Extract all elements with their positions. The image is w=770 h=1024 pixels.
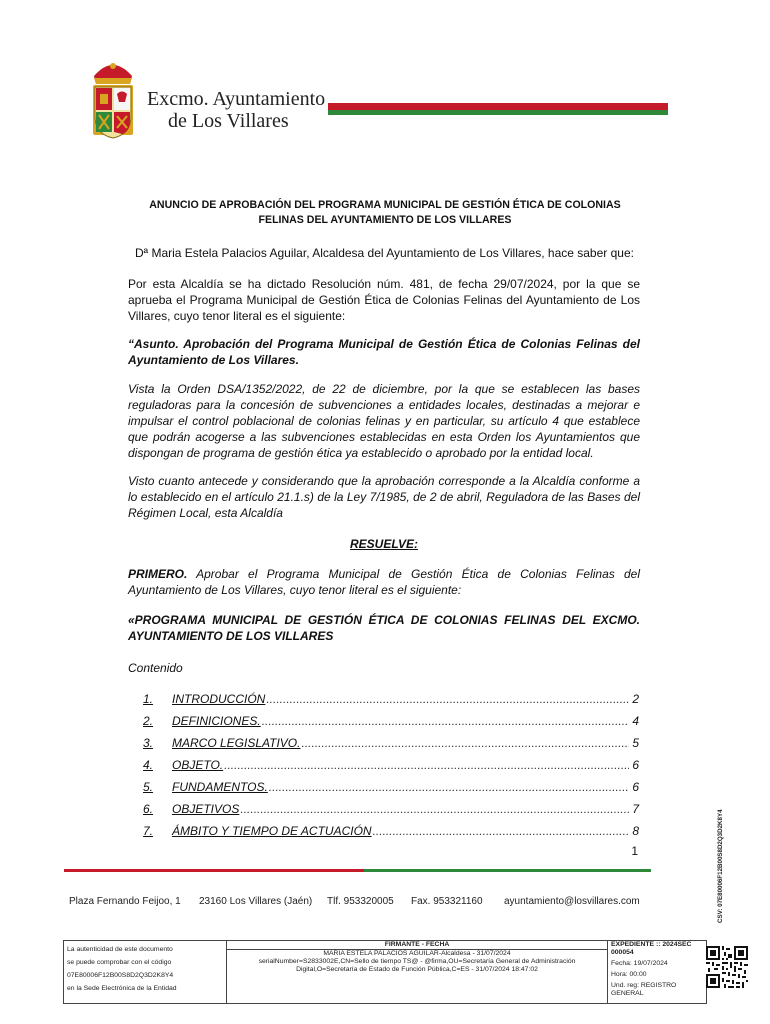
authenticity-panel xyxy=(64,941,227,1003)
programa-title: «PROGRAMA MUNICIPAL DE GESTIÓN ÉTICA DE COLONIAS FELINAS DEL EXCMO. AYUNTAMIENTO DE LOS VILLARES xyxy=(128,613,640,643)
footer-red-line xyxy=(64,869,364,872)
signer-panel xyxy=(227,941,608,1003)
footer-email[interactable]: ayuntamiento@losvillares.com xyxy=(504,896,640,907)
toc-leader xyxy=(373,824,629,838)
expediente-panel xyxy=(608,941,706,1003)
toc-title: OBJETIVOS xyxy=(172,802,240,816)
toc-page: 4 xyxy=(632,714,639,728)
toc-page: 8 xyxy=(632,824,639,838)
toc-page: 6 xyxy=(632,780,639,794)
toc-leader xyxy=(266,692,629,706)
asunto-paragraph: “Asunto. Aprobación del Programa Municipal de Gestión Ética de Colonias Felinas del Ayuntamiento de Los Villares. xyxy=(128,337,640,367)
auth-code: 07E80006F12B00S8D2Q3D2K8Y4 xyxy=(67,972,174,979)
toc-entry[interactable] xyxy=(143,714,639,730)
qr-code-icon[interactable] xyxy=(706,946,748,988)
registry-unit-cont: GENERAL xyxy=(611,990,644,997)
toc-page: 7 xyxy=(632,802,639,816)
auth-line4: en la Sede Electrónica de la Entidad xyxy=(67,985,177,992)
coat-of-arms-icon xyxy=(86,58,140,142)
toc-number: 4. xyxy=(143,758,154,772)
primero-text: Aprobar el Programa Municipal de Gestión Ética de Colonias Felinas del Ayuntamiento de Los Villares, cuyo tenor literal es el siguiente: xyxy=(128,567,640,597)
toc-entry[interactable] xyxy=(143,780,639,796)
resolution-paragraph: Por esta Alcaldía se ha dictado Resolución núm. 481, de fecha 29/07/2024, por la que se aprueba el Programa Municipal de Gestión Ética de Colonias Felinas del Ayuntamiento de Los Villares, cuyo tenor literal es el siguiente: xyxy=(128,277,640,323)
toc-title: OBJETO. xyxy=(172,758,224,772)
header-green-bar xyxy=(328,110,668,115)
csv-code xyxy=(712,795,726,925)
toc-title: DEFINICIONES. xyxy=(172,714,261,728)
toc-number: 1. xyxy=(143,692,154,706)
toc-number: 5. xyxy=(143,780,154,794)
document-title-line1: ANUNCIO DE APROBACIÓN DEL PROGRAMA MUNICIPAL DE GESTIÓN ÉTICA DE COLONIAS xyxy=(149,199,621,211)
vista-paragraph: Vista la Orden DSA/1352/2022, de 22 de diciembre, por la que se establecen las bases reguladoras para la concesión de subvenciones a entidades locales, destinadas a mejorar e impulsar el control poblacional de colonias felinas y en particular, su artículo 4 que establece que podrán acogerse a las subvenciones establecidas en esta Orden los Ayuntamientos que dispongan de programa de gestión ética ya establecido o aprobado por la entidad local. xyxy=(128,382,640,460)
auth-line1: La autenticidad de este documento xyxy=(67,946,173,953)
toc-number: 2. xyxy=(143,714,154,728)
toc-page: 6 xyxy=(632,758,639,772)
primero-paragraph xyxy=(128,566,640,598)
expediente-time: Hora: 00:00 xyxy=(611,971,647,978)
csv-code-text: CSV: 07E80006F12B00S8D2Q3D2K8Y4 xyxy=(717,809,724,923)
registry-unit: Und. reg: REGISTRO xyxy=(611,982,677,989)
primero-label: PRIMERO. xyxy=(128,567,188,581)
toc-title: FUNDAMENTOS. xyxy=(172,780,268,794)
visto-paragraph: Visto cuanto antecede y considerando que la aprobación corresponde a la Alcaldía conforme a lo establecido en el artículo 21.1.s) de la Ley 7/1985, de 2 de abril, Reguladora de las Bases del Régimen Local, esta Alcaldía xyxy=(128,474,640,520)
footer-fax: Fax. 953321160 xyxy=(411,896,483,907)
header-red-bar xyxy=(328,103,668,110)
document-title-line2: FELINAS DEL AYUNTAMIENTO DE LOS VILLARES xyxy=(258,214,512,226)
org-name-line2: de Los Villares xyxy=(168,110,289,132)
resuelve-heading: RESUELVE: xyxy=(349,537,418,551)
firmante-line1: MARIA ESTELA PALACIOS AGUILAR-Alcaldesa - 31/07/2024 xyxy=(323,950,511,957)
toc-entry[interactable] xyxy=(143,802,639,818)
toc-title: ÁMBITO Y TIEMPO DE ACTUACIÓN xyxy=(172,824,372,838)
footer-green-line xyxy=(364,869,651,872)
toc-leader xyxy=(269,780,629,794)
footer-postal: 23160 Los Villares (Jaén) xyxy=(199,896,313,907)
footer-address: Plaza Fernando Feijoo, 1 xyxy=(69,896,181,907)
toc-entry[interactable] xyxy=(143,824,639,840)
toc-leader xyxy=(262,714,629,728)
toc-leader xyxy=(240,802,629,816)
toc-page: 5 xyxy=(632,736,639,750)
contenido-heading: Contenido xyxy=(128,661,183,675)
intro-paragraph: Dª Maria Estela Palacios Aguilar, Alcaldesa del Ayuntamiento de Los Villares, hace saber que: xyxy=(135,246,634,260)
toc-number: 6. xyxy=(143,802,154,816)
toc-page: 2 xyxy=(632,692,639,706)
firmante-line3: Digital,O=Secretaría de Estado de Función Pública,C=ES - 31/07/2024 18:47:02 xyxy=(296,966,538,973)
toc-title: INTRODUCCIÓN xyxy=(172,692,266,706)
firmante-header: FIRMANTE - FECHA xyxy=(227,941,607,950)
expediente-number: EXPEDIENTE :: 2024SEC xyxy=(611,941,692,948)
toc-entry[interactable] xyxy=(143,758,639,774)
toc-title: MARCO LEGISLATIVO. xyxy=(172,736,301,750)
expediente-date: Fecha: 19/07/2024 xyxy=(611,960,668,967)
signature-box xyxy=(63,940,707,1004)
toc-leader xyxy=(224,758,629,772)
toc-entry[interactable] xyxy=(143,736,639,752)
page-number: 1 xyxy=(631,844,638,858)
toc-leader xyxy=(301,736,629,750)
toc-number: 7. xyxy=(143,824,154,838)
auth-line2: se puede comprobar con el código xyxy=(67,959,172,966)
toc-entry[interactable] xyxy=(143,692,639,708)
firmante-line2: serialNumber=S2833002E,CN=Sello de tiempo TS@ - @firma,OU=Secretaría General de Administración xyxy=(258,958,576,965)
toc-number: 3. xyxy=(143,736,154,750)
footer-phone: Tlf. 953320005 xyxy=(327,896,394,907)
org-name-line1: Excmo. Ayuntamiento xyxy=(147,88,326,110)
expediente-number-cont: 000054 xyxy=(611,949,634,956)
